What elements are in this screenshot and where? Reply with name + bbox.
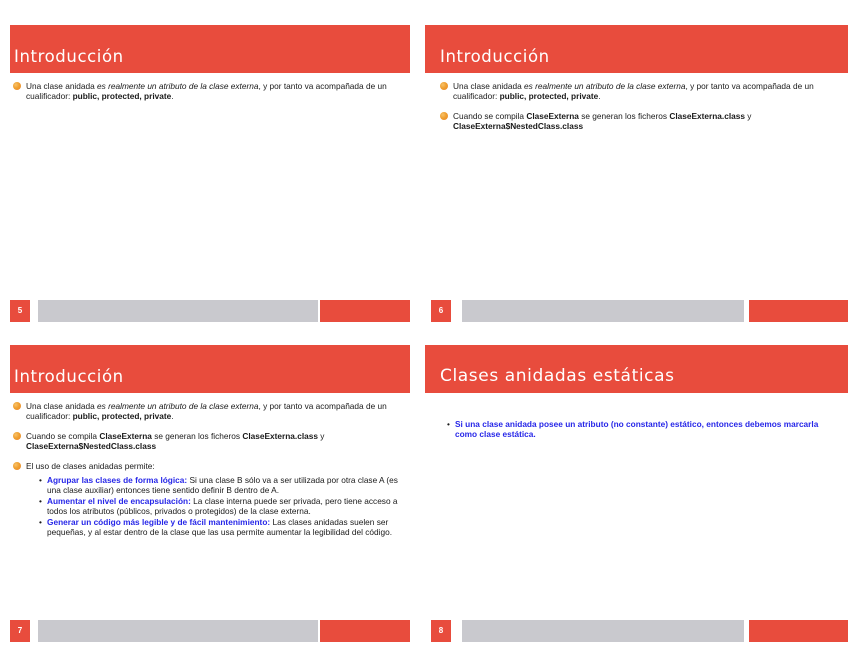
orange-bullet-icon [13,82,21,90]
text: El uso de clases anidadas permite: [26,461,155,471]
list-item [39,496,402,516]
bold-text: ClaseExterna$NestedClass.class [453,121,584,131]
orange-bullet-icon [13,432,21,440]
bold-text: ClaseExterna [526,111,579,121]
text: Cuando se compila [26,431,100,441]
text: , y por tanto va acompañada de un cualificador: [453,81,814,101]
slide-6[interactable] [425,10,848,322]
footer-red-bar [320,620,410,642]
item-text: La clase interna puede ser privada, pero tiene acceso a todos los atributos (públicos, privados o protegidos) de la clase externa. [47,496,398,516]
bold-text: ClaseExterna.class [242,431,318,441]
bullet-dot-icon: • [447,419,450,429]
footer-grey-bar [462,300,744,322]
bold-text: ClaseExterna [99,431,152,441]
text: Una clase anidada [26,81,98,91]
page-number: 7 [10,620,30,642]
text: . [171,91,174,101]
footer-grey-bar [462,620,744,642]
text: y [744,111,752,121]
paragraph [12,401,402,421]
bold-text: public, protected, private [72,91,172,101]
text: , y por tanto va acompañada de un cualificador: [26,401,387,421]
title-bar [10,25,410,73]
text: se generan los ficheros [578,111,670,121]
emphasis-text: es realmente un atributo de la clase externa [97,81,259,91]
slide-content [12,81,402,111]
text: y [317,431,325,441]
page-number: 5 [10,300,30,322]
title-bar [10,345,410,393]
paragraph [12,431,402,451]
slide-footer [10,300,410,322]
slide-7[interactable] [10,330,410,642]
bold-text: public, protected, private [72,411,172,421]
text: , y por tanto va acompañada de un cualificador: [26,81,387,101]
text: Una clase anidada [453,81,525,91]
slide-content [12,401,402,547]
item-text: Las clases anidadas suelen ser pequeñas, y al estar dentro de la clase que las usa permite aumentar la legibilidad del código. [47,517,392,537]
orange-bullet-icon [13,402,21,410]
title-bar [425,345,848,393]
item-text: Si una clase B sólo va a ser utilizada por otra clase A (es una clase auxiliar) entonces tiene sentido definir B dentro de A. [47,475,398,495]
paragraph [12,461,402,537]
paragraph [439,81,840,101]
slide-footer [425,300,848,322]
page-number: 6 [431,300,451,322]
paragraph [447,419,840,439]
slide-content [439,81,840,141]
paragraph [439,111,840,131]
text: . [171,411,174,421]
emphasis-text: es realmente un atributo de la clase externa [97,401,259,411]
bold-text: public, protected, private [499,91,599,101]
text: Si una clase anidada posee un atributo (no constante) estático, entonces debemos marcarla como clase estática. [455,419,819,439]
paragraph [12,81,402,101]
slide-5[interactable] [10,10,410,322]
footer-grey-bar [38,620,318,642]
item-heading: Aumentar el nivel de encapsulación: [47,496,191,506]
text: Una clase anidada [26,401,98,411]
footer-red-bar [320,300,410,322]
footer-red-bar [749,620,848,642]
text: . [598,91,601,101]
orange-bullet-icon [13,462,21,470]
item-heading: Agrupar las clases de forma lógica: [47,475,188,485]
slide-title: Introducción [14,47,124,66]
list-item [39,517,402,537]
list-item [39,475,402,495]
sub-list [26,475,402,537]
item-heading: Generar un código más legible y de fácil mantenimiento: [47,517,271,527]
slide-content [447,419,840,449]
orange-bullet-icon [440,112,448,120]
slide-8[interactable] [425,330,848,642]
footer-grey-bar [38,300,318,322]
slide-title: Introducción [14,367,124,386]
footer-red-bar [749,300,848,322]
orange-bullet-icon [440,82,448,90]
slide-footer [425,620,848,642]
slide-title: Introducción [440,47,550,66]
bold-text: ClaseExterna$NestedClass.class [26,441,157,451]
title-bar [425,25,848,73]
page-number: 8 [431,620,451,642]
emphasis-text: es realmente un atributo de la clase externa [524,81,686,91]
text: Cuando se compila [453,111,527,121]
slide-title: Clases anidadas estáticas [440,366,675,386]
bold-text: ClaseExterna.class [669,111,745,121]
slide-footer [10,620,410,642]
text: se generan los ficheros [151,431,243,441]
